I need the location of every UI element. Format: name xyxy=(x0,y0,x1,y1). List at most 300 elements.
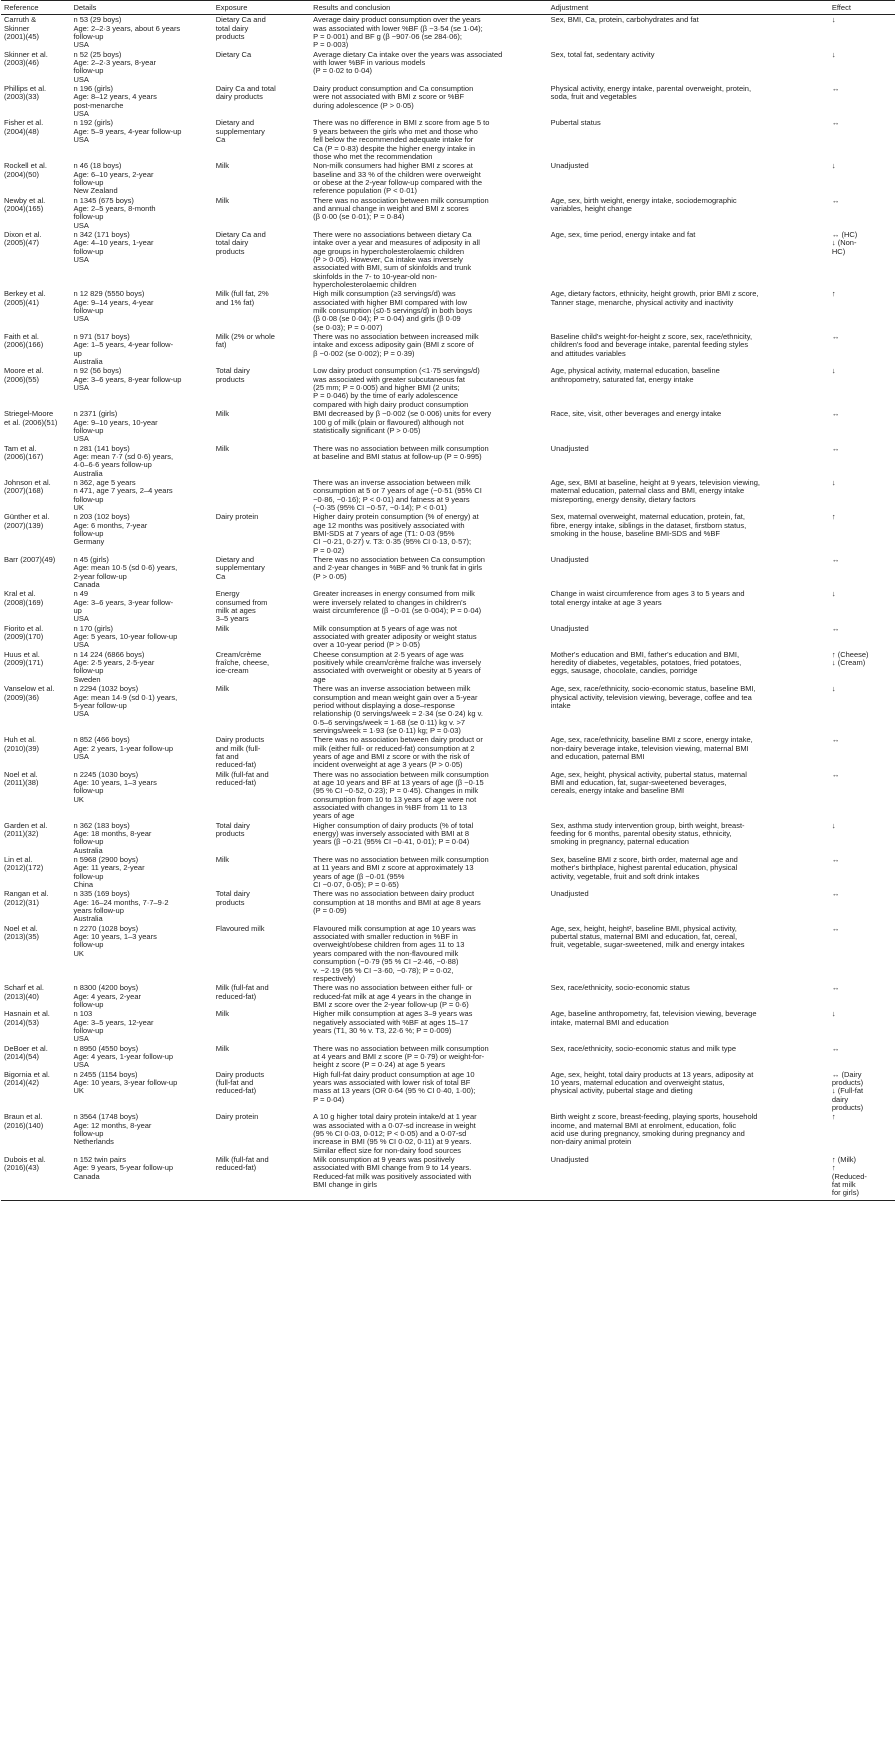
effect-cell xyxy=(829,889,895,923)
cell-line: products xyxy=(215,374,245,384)
cell-line: post-menarche xyxy=(73,100,124,110)
cell-line: Germany xyxy=(73,537,105,547)
cell-line: (2013)(40) xyxy=(4,991,40,1001)
cell-line: (2011)(38) xyxy=(4,777,39,787)
cell-line: Age: 4–10 years, 1-year xyxy=(73,238,154,248)
cell-line: ↓ xyxy=(831,1009,836,1019)
cell-line: fat) xyxy=(215,340,227,350)
effect-cell xyxy=(829,684,895,735)
cell-line: Age: 10 years, 1–3 years xyxy=(73,932,157,942)
cell-line: Dietary and xyxy=(215,555,255,564)
cell-line: Total dairy xyxy=(215,820,250,830)
cell-line: (P > 0·05). However, Ca intake was inversely xyxy=(313,254,463,264)
cell-line: Milk (full-fat and xyxy=(215,1155,269,1165)
cell-line: follow-up xyxy=(73,999,104,1009)
cell-line: Age: 2–2·3 years, about 6 years xyxy=(73,23,181,33)
results-cell xyxy=(310,1155,548,1200)
cell-line: ↔ xyxy=(831,84,840,94)
cell-line: USA xyxy=(73,614,89,624)
cell-line: n 5968 (2900 boys) xyxy=(73,855,139,865)
table-row xyxy=(1,855,895,889)
cell-line: consumption and mean weight gain over a 5-year xyxy=(313,692,478,702)
reference-cell xyxy=(1,332,70,366)
exposure-cell xyxy=(213,444,310,478)
cell-line: n 152 twin pairs xyxy=(73,1155,126,1165)
cell-line: and 1% fat) xyxy=(215,297,255,307)
cell-line: respectively) xyxy=(313,973,356,983)
cell-line: UK xyxy=(73,502,84,512)
results-cell xyxy=(310,589,548,623)
cell-line: Hasnain et al. xyxy=(4,1009,50,1019)
effect-cell xyxy=(829,230,895,289)
cell-line: ↑ xyxy=(831,512,836,522)
cell-line: n 103 xyxy=(73,1009,93,1019)
cell-line: Age, sex, birth weight, energy intake, sociodemographic xyxy=(550,195,737,205)
cell-line: Striegel-Moore xyxy=(4,409,54,419)
cell-line: CI −0·07, 0·05); P = 0·65) xyxy=(313,880,399,890)
cell-line: Physical activity, energy intake, parental overweight, protein, xyxy=(550,84,752,94)
details-cell xyxy=(70,821,212,855)
cell-line: Johnson et al. xyxy=(4,477,51,487)
cell-line: Canada xyxy=(73,1171,100,1181)
cell-line: age xyxy=(313,674,326,684)
cell-line: total energy intake at age 3 years xyxy=(550,597,662,607)
cell-line: High full-fat dairy product consumption at age 10 xyxy=(313,1069,475,1079)
cell-line: Rangan et al. xyxy=(4,889,49,899)
cell-line: follow-up xyxy=(73,940,104,950)
adjustment-cell xyxy=(548,1070,829,1113)
cell-line: n 45 (girls) xyxy=(73,555,109,564)
details-cell xyxy=(70,889,212,923)
cell-line: Milk consumption at 9 years was positively xyxy=(313,1155,455,1165)
cell-line: smoking in the house, baseline BMI-SDS and %BF xyxy=(550,528,720,538)
table-row xyxy=(1,409,895,443)
exposure-cell xyxy=(213,289,310,332)
cell-line: n 203 (102 boys) xyxy=(73,512,130,522)
reference-cell xyxy=(1,15,70,50)
cell-line: Age: 3–6 years, 3-year follow- xyxy=(73,597,174,607)
results-cell xyxy=(310,821,548,855)
cell-line: Moore et al. xyxy=(4,366,44,376)
cell-line: Barr (2007)(49) xyxy=(4,555,56,564)
reference-cell xyxy=(1,624,70,650)
cell-line: 0·5–6 servings/week = 1·68 (se 0·11) kg v. >7 xyxy=(313,717,466,727)
effect-cell xyxy=(829,624,895,650)
cell-line: Milk xyxy=(215,409,230,419)
cell-line: (2014)(53) xyxy=(4,1017,40,1027)
cell-line: years was associated with lower risk of total BF xyxy=(313,1077,471,1087)
exposure-cell xyxy=(213,196,310,230)
cell-line: HC) xyxy=(831,246,846,256)
cell-line: Average dairy product consumption over the years xyxy=(313,15,481,25)
cell-line: Age: 18 months, 8-year xyxy=(73,829,152,838)
cell-line: ↔ xyxy=(831,735,840,745)
cell-line: Age: 2–2·3 years, 8-year xyxy=(73,58,156,68)
exposure-cell xyxy=(213,161,310,195)
cell-line: Sex, race/ethnicity, socio-economic status xyxy=(550,983,690,993)
results-table xyxy=(1,0,895,1201)
cell-line: (2016)(140) xyxy=(4,1120,44,1130)
cell-line: USA xyxy=(73,1034,89,1044)
cell-line: associated with overweight or obesity at 5 years of xyxy=(313,666,481,676)
cell-line: Race, site, visit, other beverages and energy intake xyxy=(550,409,722,419)
reference-cell xyxy=(1,821,70,855)
results-cell xyxy=(310,855,548,889)
cell-line: n 53 (29 boys) xyxy=(73,15,122,25)
cell-line: supplementary xyxy=(215,563,265,573)
cell-line: Age: mean 7·7 (sd 0·6) years, xyxy=(73,451,174,461)
cell-line: Canada xyxy=(73,580,100,590)
cell-line: Milk xyxy=(215,855,230,865)
results-cell xyxy=(310,650,548,684)
cell-line: Dairy products xyxy=(215,1069,265,1079)
table-body xyxy=(1,15,895,1200)
cell-line: and milk (full- xyxy=(215,743,261,753)
details-cell xyxy=(70,444,212,478)
cell-line: Age, sex, height, physical activity, pubertal status, maternal xyxy=(550,769,747,779)
cell-line: Rockell et al. xyxy=(4,161,47,171)
cell-line: Sex, asthma study intervention group, birth weight, breast- xyxy=(550,820,745,830)
cell-line: Age: 1–5 years, 4-year follow- xyxy=(73,340,174,350)
cell-line: pubertal status, maternal BMI and education, fat, cereal, xyxy=(550,932,738,942)
cell-line: Milk (2% or whole xyxy=(215,332,275,342)
cell-line: Newby et al. xyxy=(4,195,46,205)
cell-line: Berkey et al. xyxy=(4,289,46,299)
cell-line: v. −2·19 (95 % CI −3·60, −0·78); P = 0·02, xyxy=(313,965,454,975)
cell-line: anthropometry, saturated fat, energy intake xyxy=(550,374,694,384)
exposure-cell xyxy=(213,924,310,983)
cell-line: cereals, energy intake and baseline BMI xyxy=(550,786,685,796)
effect-cell xyxy=(829,855,895,889)
effect-cell xyxy=(829,821,895,855)
cell-line: intake, maternal BMI and education xyxy=(550,1017,669,1027)
cell-line: consumption from 10 to 13 years of age were not xyxy=(313,794,477,804)
header-adjustment: Adjustment xyxy=(548,1,829,15)
cell-line: consumption at 18 months and BMI at age 8 years xyxy=(313,897,481,907)
cell-line: n 342 (171 boys) xyxy=(73,229,130,239)
cell-line: There was no association between milk consumption xyxy=(313,195,489,205)
cell-line: Age: 9–10 years, 10-year xyxy=(73,417,158,427)
cell-line: USA xyxy=(73,709,89,719)
results-cell xyxy=(310,50,548,84)
cell-line: follow-up xyxy=(73,212,104,222)
cell-line: UK xyxy=(73,948,84,958)
cell-line: or obese at the 2-year follow-up compared with the xyxy=(313,177,483,187)
cell-line: USA xyxy=(73,109,89,119)
results-cell xyxy=(310,770,548,821)
cell-line: USA xyxy=(73,640,89,650)
cell-line: Cream/crème xyxy=(215,649,262,659)
cell-line: (2005)(41) xyxy=(4,297,40,307)
exposure-cell xyxy=(213,821,310,855)
details-cell xyxy=(70,1155,212,1200)
cell-line: BMI decreased by β −0·002 (se 0·006) units for every xyxy=(313,409,492,419)
cell-line: n 281 (141 boys) xyxy=(73,443,130,453)
table-row xyxy=(1,512,895,555)
effect-cell xyxy=(829,161,895,195)
cell-line: P = 0·04) xyxy=(313,1094,345,1104)
cell-line: ↑ xyxy=(831,1163,836,1173)
table-row xyxy=(1,983,895,1009)
results-cell xyxy=(310,332,548,366)
cell-line: A 10 g higher total dairy protein intake/d at 1 year xyxy=(313,1112,477,1122)
cell-line: Fiorito et al. xyxy=(4,623,44,633)
cell-line: Age, physical activity, maternal education, baseline xyxy=(550,366,720,376)
table-row xyxy=(1,889,895,923)
table-row xyxy=(1,478,895,512)
cell-line: ↓ (Full-fat xyxy=(831,1086,864,1096)
cell-line: Unadjusted xyxy=(550,623,589,633)
cell-line: Carruth & xyxy=(4,15,37,25)
cell-line: ↑ (Cheese) xyxy=(831,649,869,659)
details-cell xyxy=(70,366,212,409)
cell-line: heredity of diabetes, vegetables, potatoes, fried potatoes, xyxy=(550,658,742,668)
cell-line: Pubertal status xyxy=(550,118,601,128)
cell-line: ↔ xyxy=(831,195,840,205)
cell-line: (2013)(35) xyxy=(4,932,40,942)
cell-line: ↔ xyxy=(831,623,840,633)
cell-line: follow-up xyxy=(73,786,104,796)
exposure-cell xyxy=(213,118,310,161)
cell-line: There was no association between Ca consumption xyxy=(313,555,485,564)
cell-line: and 2-year changes in %BF and % trunk fat in girls xyxy=(313,563,483,573)
effect-cell xyxy=(829,289,895,332)
cell-line: Australia xyxy=(73,845,103,855)
cell-line: Age: 9 years, 5-year follow-up xyxy=(73,1163,174,1173)
cell-line: (2009)(36) xyxy=(4,692,40,702)
cell-line: Dietary Ca xyxy=(215,49,252,59)
reference-cell xyxy=(1,444,70,478)
table-row xyxy=(1,821,895,855)
cell-line: follow-up xyxy=(73,1129,104,1139)
cell-line: n 2245 (1030 boys) xyxy=(73,769,139,779)
cell-line: Milk (full-fat and xyxy=(215,769,269,779)
cell-line: ↓ xyxy=(831,161,836,171)
effect-cell xyxy=(829,478,895,512)
effect-cell xyxy=(829,15,895,50)
cell-line: P = 0·02) xyxy=(313,545,345,555)
cell-line: Unadjusted xyxy=(550,443,589,453)
effect-cell xyxy=(829,196,895,230)
results-cell xyxy=(310,289,548,332)
effect-cell xyxy=(829,555,895,589)
results-cell xyxy=(310,196,548,230)
cell-line: n 8300 (4200 boys) xyxy=(73,983,139,993)
table-row xyxy=(1,1044,895,1070)
cell-line: There was no difference in BMI z score from age 5 to xyxy=(313,118,490,128)
adjustment-cell xyxy=(548,84,829,118)
cell-line: up xyxy=(73,348,82,358)
table-row xyxy=(1,684,895,735)
cell-line: Dubois et al. xyxy=(4,1155,46,1165)
cell-line: Total dairy xyxy=(215,889,250,899)
cell-line: compared with high dairy product consumption xyxy=(313,399,469,409)
cell-line: Flavoured milk xyxy=(215,923,265,933)
adjustment-cell xyxy=(548,444,829,478)
cell-line: ↓ xyxy=(831,366,836,376)
reference-cell xyxy=(1,118,70,161)
cell-line: Cheese consumption at 2·5 years of age was xyxy=(313,649,464,659)
table-row xyxy=(1,770,895,821)
table-row xyxy=(1,230,895,289)
effect-cell xyxy=(829,1070,895,1113)
details-cell xyxy=(70,15,212,50)
adjustment-cell xyxy=(548,1009,829,1043)
cell-line: those who met the recommendation xyxy=(313,151,433,161)
cell-line: reduced-fat) xyxy=(215,1086,257,1096)
cell-line: Age: 6 months, 7-year xyxy=(73,520,148,530)
cell-line: BMI-SDS at 7 years of age (T1: 0·03 (95% xyxy=(313,528,455,538)
cell-line: n 1345 (675 boys) xyxy=(73,195,134,205)
cell-line: Age: 12 months, 8-year xyxy=(73,1120,152,1130)
cell-line: ↔ xyxy=(831,983,840,993)
adjustment-cell xyxy=(548,589,829,623)
cell-line: was associated with a 0·07-sd increase in weight xyxy=(313,1120,476,1130)
cell-line: 3–5 years xyxy=(215,614,249,624)
cell-line: follow-up xyxy=(73,306,104,316)
cell-line: variables, height change xyxy=(550,203,632,213)
cell-line: years of age (β −0·01 (95% xyxy=(313,871,405,881)
details-cell xyxy=(70,770,212,821)
cell-line: Ca (P = 0·83) despite the higher energy intake in xyxy=(313,143,476,153)
cell-line: misreporting, energy density, dietary factors xyxy=(550,494,696,504)
cell-line: years (β −0·21 (95% CI −0·41, 0·01); P = 0·04) xyxy=(313,837,470,847)
cell-line: at 4 years and BMI z score (P = 0·79) or weight-for- xyxy=(313,1051,485,1061)
cell-line: Dairy protein xyxy=(215,1112,259,1122)
cell-line: n 971 (517 boys) xyxy=(73,332,130,342)
effect-cell xyxy=(829,50,895,84)
table-row xyxy=(1,624,895,650)
cell-line: ↓ xyxy=(831,684,836,694)
cell-line: USA xyxy=(73,40,89,50)
cell-line: Flavoured milk consumption at age 10 years was xyxy=(313,923,476,933)
cell-line: fibre, energy intake, siblings in the dataset, firstborn status, xyxy=(550,520,747,530)
exposure-cell xyxy=(213,1112,310,1155)
cell-line: milk consumption (≤0·5 servings/d) in both boys xyxy=(313,306,472,316)
cell-line: There were no associations between dietary Ca xyxy=(313,229,472,239)
details-cell xyxy=(70,512,212,555)
cell-line: reference population (P < 0·01) xyxy=(313,186,418,196)
cell-line: Dietary and xyxy=(215,118,255,128)
cell-line: products xyxy=(215,829,245,838)
cell-line: (2009)(171) xyxy=(4,658,44,668)
cell-line: ↓ xyxy=(831,477,836,487)
cell-line: associated with greater adiposity or weight status xyxy=(313,632,477,642)
table-row xyxy=(1,196,895,230)
cell-line: ice-cream xyxy=(215,666,249,676)
cell-line: Tam et al. xyxy=(4,443,37,453)
cell-line: n 46 (18 boys) xyxy=(73,161,122,171)
cell-line: total dairy xyxy=(215,238,249,248)
cell-line: Netherlands xyxy=(73,1137,114,1147)
cell-line: USA xyxy=(73,434,89,444)
results-cell xyxy=(310,735,548,769)
cell-line: Greater increases in energy consumed from milk xyxy=(313,589,475,599)
table-row xyxy=(1,589,895,623)
exposure-cell xyxy=(213,512,310,555)
cell-line: (2006)(167) xyxy=(4,451,44,461)
cell-line: Mother's education and BMI, father's education and BMI, xyxy=(550,649,740,659)
cell-line: (2003)(33) xyxy=(4,92,40,102)
exposure-cell xyxy=(213,983,310,1009)
cell-line: 4·0–6·6 years follow-up xyxy=(73,460,152,470)
cell-line: Milk xyxy=(215,684,230,694)
results-cell xyxy=(310,924,548,983)
effect-cell xyxy=(829,589,895,623)
results-cell xyxy=(310,512,548,555)
reference-cell xyxy=(1,1070,70,1113)
cell-line: n 2455 (1154 boys) xyxy=(73,1069,138,1079)
reference-cell xyxy=(1,409,70,443)
cell-line: fat and xyxy=(215,751,239,761)
table-row xyxy=(1,366,895,409)
cell-line: Age, baseline anthropometry, fat, television viewing, beverage xyxy=(550,1009,757,1019)
cell-line: skinfolds in the 7- to 10-year-old non- xyxy=(313,271,437,281)
effect-cell xyxy=(829,1112,895,1155)
cell-line: follow-up xyxy=(73,66,104,76)
cell-line: ↔ (Dairy xyxy=(831,1069,862,1079)
header-exposure: Exposure xyxy=(213,1,310,15)
results-cell xyxy=(310,366,548,409)
adjustment-cell xyxy=(548,15,829,50)
cell-line: There was an inverse association between milk xyxy=(313,684,471,694)
reference-cell xyxy=(1,735,70,769)
results-cell xyxy=(310,983,548,1009)
cell-line: Milk xyxy=(215,1009,230,1019)
cell-line: and education, paternal BMI xyxy=(550,751,645,761)
exposure-cell xyxy=(213,624,310,650)
cell-line: Energy xyxy=(215,589,240,599)
cell-line: ↔ xyxy=(831,1043,840,1053)
cell-line: (Reduced- xyxy=(831,1171,867,1181)
cell-line: New Zealand xyxy=(73,186,118,196)
cell-line: incident overweight at age 3 years (P > 0·05) xyxy=(313,760,463,770)
cell-line: Dairy protein xyxy=(215,512,259,522)
adjustment-cell xyxy=(548,924,829,983)
results-cell xyxy=(310,230,548,289)
cell-line: Lin et al. xyxy=(4,855,33,865)
adjustment-cell xyxy=(548,855,829,889)
cell-line: (P = 0·02 to 0·04) xyxy=(313,66,373,76)
adjustment-cell xyxy=(548,230,829,289)
cell-line: follow-up xyxy=(73,246,104,256)
cell-line: up xyxy=(73,606,82,616)
exposure-cell xyxy=(213,478,310,512)
cell-line: follow-up xyxy=(73,32,104,42)
cell-line: follow-up xyxy=(73,528,104,538)
exposure-cell xyxy=(213,230,310,289)
effect-cell xyxy=(829,924,895,983)
details-cell xyxy=(70,332,212,366)
cell-line: overweight/obese children from ages 11 to 13 xyxy=(313,940,465,950)
cell-line: n 335 (169 boys) xyxy=(73,889,130,899)
cell-line: BMI change in girls xyxy=(313,1180,377,1190)
results-cell xyxy=(310,624,548,650)
cell-line: years of age and BMI z score or with the risk of xyxy=(313,751,470,761)
cell-line: intake over a year and measures of adiposity in all xyxy=(313,238,480,248)
cell-line: height z score (P = 0·24) at age 5 years xyxy=(313,1060,445,1070)
exposure-cell xyxy=(213,1070,310,1113)
cell-line: There was no association between dairy product xyxy=(313,889,475,899)
cell-line: China xyxy=(73,880,94,890)
cell-line: and annual change in weight and BMI z scores xyxy=(313,203,469,213)
details-cell xyxy=(70,684,212,735)
details-cell xyxy=(70,84,212,118)
cell-line: β −0·002 (se 0·002); P = 0·39) xyxy=(313,348,415,358)
cell-line: Sex, baseline BMI z score, birth order, maternal age and xyxy=(550,855,738,865)
adjustment-cell xyxy=(548,289,829,332)
details-cell xyxy=(70,118,212,161)
